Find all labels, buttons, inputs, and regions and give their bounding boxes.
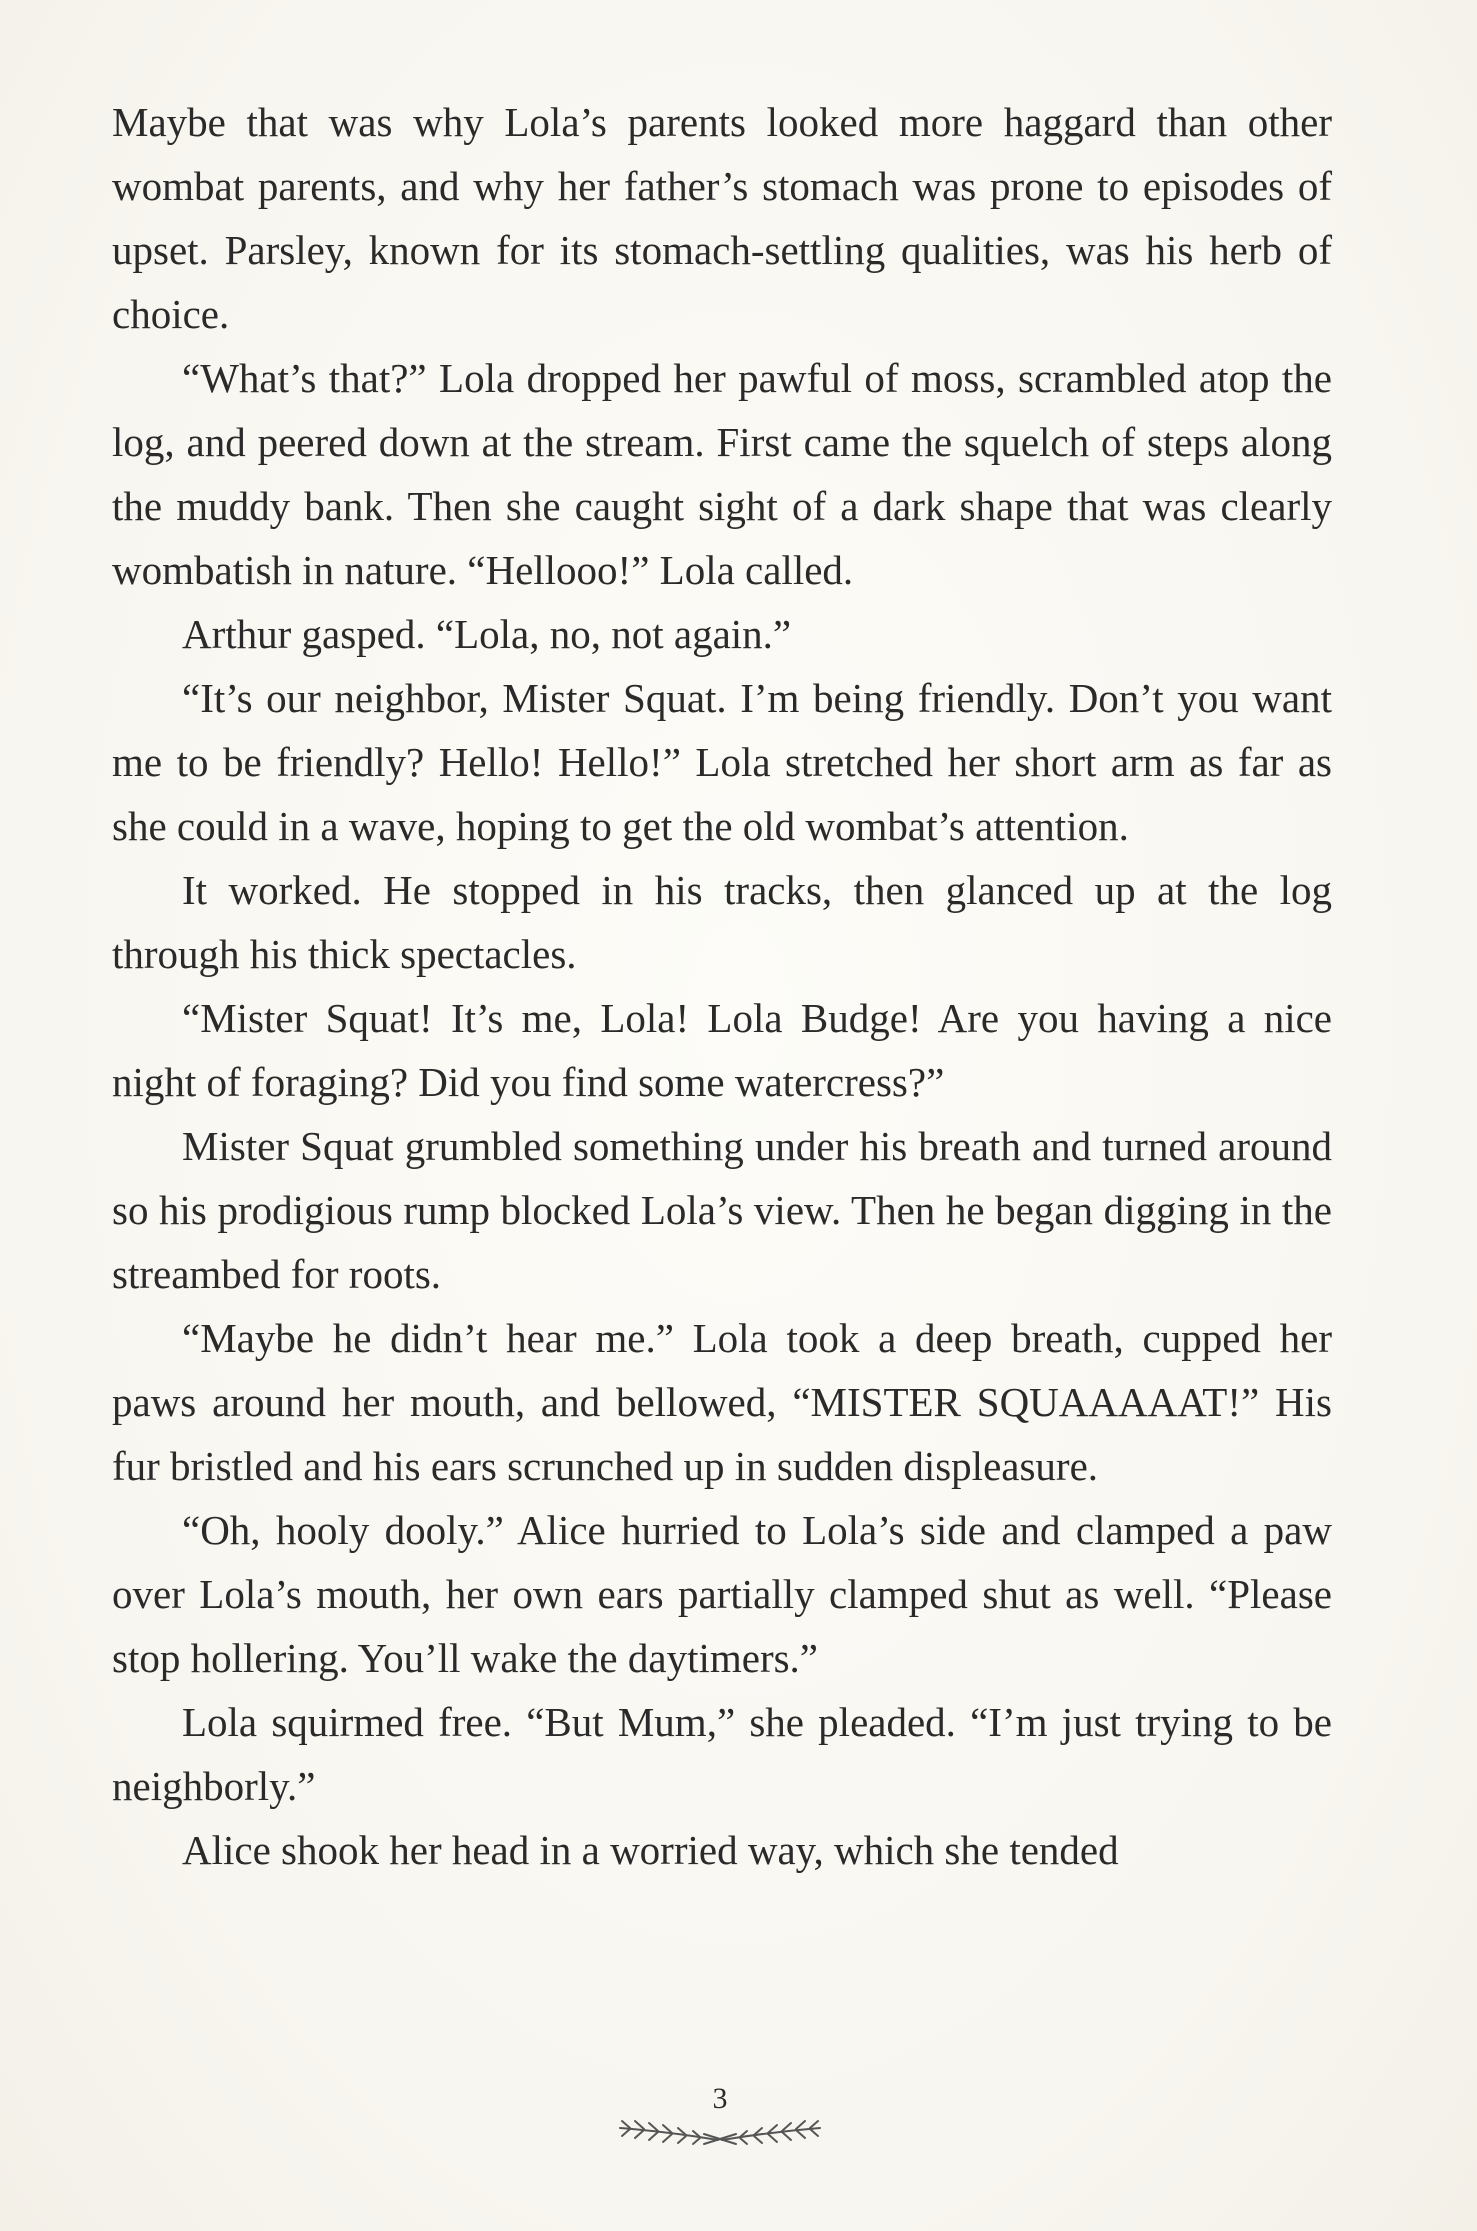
paragraph: “What’s that?” Lola dropped her pawful of moss, scrambled atop the log, and peered down at the stream. First came the squelch of steps along the muddy bank. Then she caught sight of a dark shape that was clearly wombatish in nature. “Hellooo!” Lola called. [112,355,1332,593]
paragraph: Maybe that was why Lola’s parents looked more haggard than other wombat parents, and why her father’s stomach was prone to episodes of upset. Parsley, known for its stomach-settling qualities, was his herb of choice. [112,99,1332,337]
paragraph: “Maybe he didn’t hear me.” Lola took a deep breath, cupped her paws around her mouth, and bellowed, “MISTER SQUAAAAAT!” His fur bristled and his ears scrunched up in sudden displeasure. [112,1315,1332,1489]
paragraph: Alice shook her head in a worried way, which she tended [182,1827,1119,1873]
paragraph: “It’s our neighbor, Mister Squat. I’m being friendly. Don’t you want me to be friendly? Hello! Hello!” Lola stretched her short arm as far as she could in a wave, hoping to get the old wombat’s attention. [112,675,1332,849]
page-footer [0,2078,1477,2158]
paragraph: Arthur gasped. “Lola, no, not again.” [182,611,792,657]
paragraph: Lola squirmed free. “But Mum,” she pleaded. “I’m just trying to be neighborly.” [112,1699,1332,1809]
paragraph: It worked. He stopped in his tracks, then glanced up at the log through his thick spectacles. [112,867,1332,977]
wheat-sprig-ornament-icon [600,2098,840,2158]
page-number: 3 [712,2082,728,2115]
body-text [112,90,1332,1882]
paragraph: “Oh, hooly dooly.” Alice hurried to Lola’s side and clamped a paw over Lola’s mouth, her own ears partially clamped shut as well. “Please stop hollering. You’ll wake the daytimers.” [112,1507,1332,1681]
paragraph: Mister Squat grumbled something under his breath and turned around so his prodigious rump blocked Lola’s view. Then he began digging in the streambed for roots. [112,1123,1332,1297]
paragraph: “Mister Squat! It’s me, Lola! Lola Budge! Are you having a nice night of foraging? Did you find some watercress?” [112,995,1332,1105]
